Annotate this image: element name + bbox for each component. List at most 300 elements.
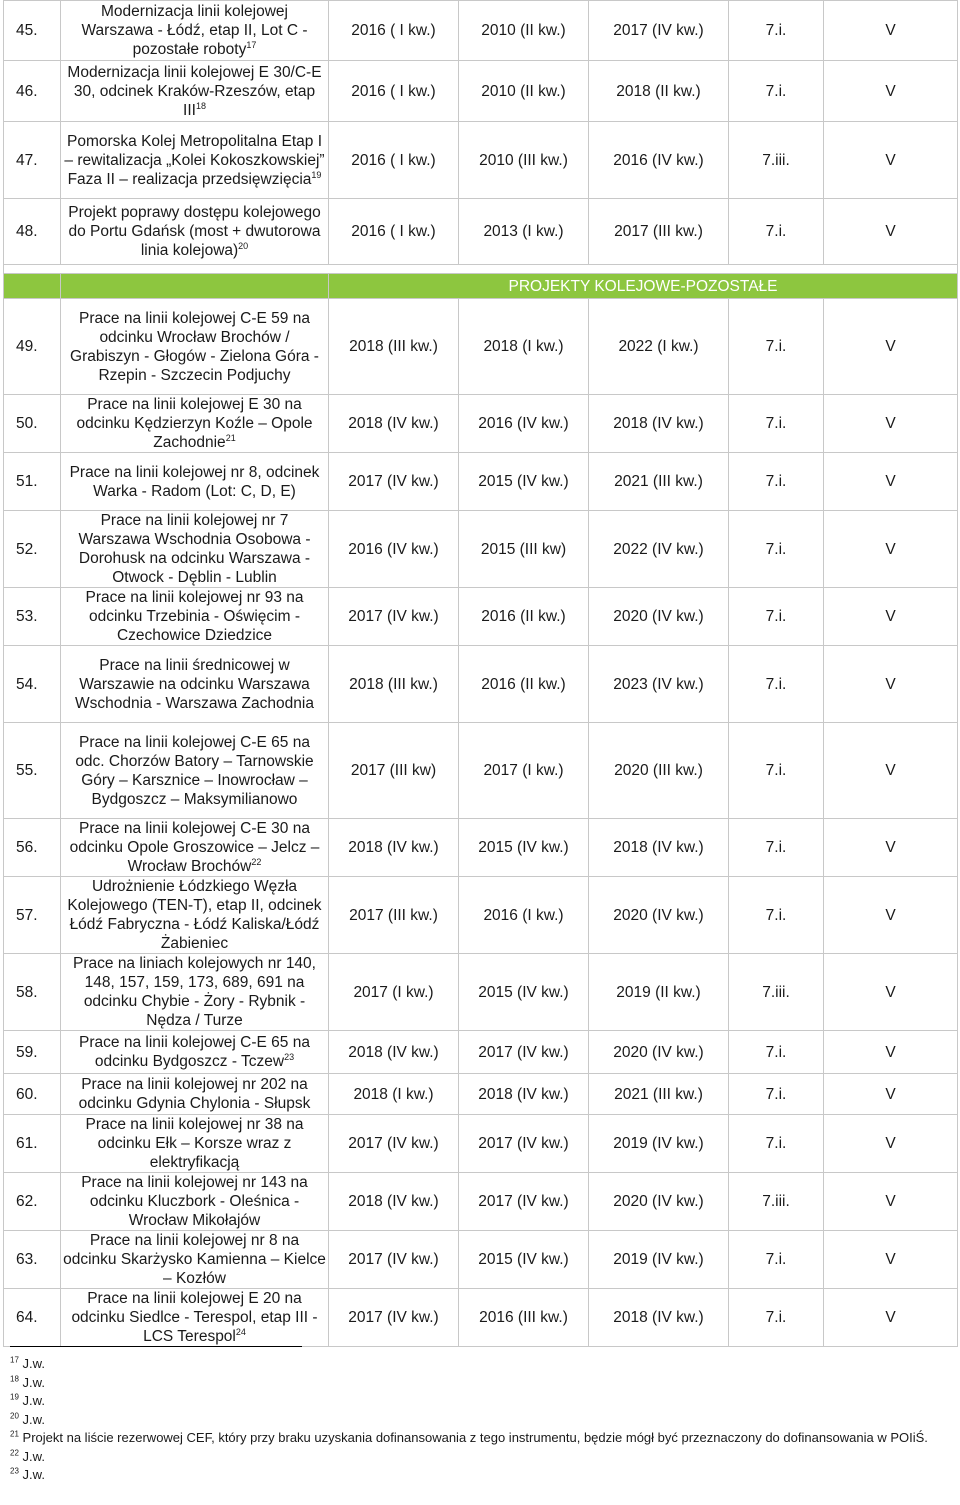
col-2-value-text: 2018 (I kw.) [483, 338, 564, 355]
col-5-value-text: V [885, 983, 896, 1001]
row-number-text: 53. [16, 608, 38, 625]
row-number-text: 52. [16, 540, 38, 558]
col-3-value [589, 819, 729, 877]
col-3-value [589, 588, 729, 646]
footnote-text: J.w. [22, 1374, 45, 1390]
col-1-value-text: 2018 (IV kw.) [348, 839, 439, 856]
col-1-value-text: 2018 (I kw.) [353, 1085, 434, 1103]
section-header-row [4, 274, 958, 299]
col-5-value-text: V [885, 675, 896, 693]
col-4-value [729, 395, 824, 453]
col-4-value [729, 511, 824, 588]
row-number-text: 55. [16, 762, 38, 779]
table-body-bottom [4, 299, 958, 1347]
col-3-value-text: 2021 (III kw.) [614, 473, 703, 490]
col-2-value [459, 1231, 589, 1289]
col-3-value-text: 2018 (IV kw.) [613, 839, 704, 856]
col-4-value [729, 588, 824, 646]
col-5-value [824, 1, 958, 61]
col-2-value [459, 723, 589, 819]
col-4-value-text: 7.i. [765, 22, 787, 39]
col-3-value [589, 61, 729, 122]
table-row [4, 1, 958, 61]
project-name-text: Prace na linii kolejowej E 30 na odcinku Kędzierzyn Koźle – Opole Zachodnie [76, 396, 313, 451]
footnote [10, 1448, 935, 1467]
table-row [4, 954, 958, 1031]
col-3-value [589, 954, 729, 1031]
col-1-value-text: 2017 (IV kw.) [348, 1135, 439, 1152]
col-3-value-text: 2016 (IV kw.) [613, 151, 704, 169]
col-2-value-text: 2010 (II kw.) [481, 22, 566, 39]
project-name [61, 1289, 329, 1347]
col-4-value [729, 954, 824, 1031]
footnote-number: 22 [10, 1448, 19, 1458]
col-5-value-text: V [885, 82, 896, 100]
row-number [4, 877, 61, 954]
row-number-text: 46. [16, 82, 38, 100]
col-3-value-text: 2019 (IV kw.) [613, 1135, 704, 1152]
col-5-value [824, 819, 958, 877]
col-5-value-text: V [885, 906, 896, 924]
col-5-value [824, 646, 958, 723]
footnote [10, 1466, 935, 1485]
col-3-value [589, 1231, 729, 1289]
footnotes [10, 1355, 935, 1485]
col-2-value-text: 2016 (IV kw.) [478, 415, 569, 432]
footnote-text: J.w. [22, 1467, 45, 1482]
col-3-value-text: 2022 (IV kw.) [613, 540, 704, 558]
footnote [10, 1392, 935, 1411]
col-5-value-text: V [885, 1193, 896, 1210]
col-1-value [329, 646, 459, 723]
project-name [61, 1115, 329, 1173]
col-4-value-text: 7.i. [765, 608, 787, 625]
col-4-value [729, 723, 824, 819]
col-2-value [459, 646, 589, 723]
table-row [4, 723, 958, 819]
col-1-value [329, 819, 459, 877]
col-4-value [729, 1074, 824, 1115]
col-3-value [589, 199, 729, 265]
section-header: PROJEKTY KOLEJOWE-POZOSTAŁE [329, 274, 958, 299]
col-4-value [729, 1115, 824, 1173]
col-1-value [329, 1231, 459, 1289]
col-1-value [329, 453, 459, 511]
project-name-text: Modernizacja linii kolejowej Warszawa - Łódź, etap II, Lot C - pozostałe roboty [81, 3, 308, 58]
col-4-value [729, 819, 824, 877]
col-3-value-text: 2018 (IV kw.) [613, 415, 704, 432]
project-name-text: Prace na linii kolejowej nr 202 na odcinku Gdynia Chylonia - Słupsk [78, 1076, 311, 1112]
col-3-value-text: 2020 (IV kw.) [613, 906, 704, 924]
col-1-value-text: 2018 (III kw.) [349, 338, 438, 355]
col-3-value-text: 2023 (IV kw.) [613, 675, 704, 693]
col-3-value-text: 2019 (II kw.) [616, 983, 701, 1001]
col-3-value-text: 2018 (II kw.) [616, 82, 701, 100]
col-2-value [459, 588, 589, 646]
row-number-text: 63. [16, 1251, 38, 1268]
col-3-value [589, 453, 729, 511]
table-row [4, 1074, 958, 1115]
project-name [61, 723, 329, 819]
col-5-value [824, 299, 958, 395]
col-3-value [589, 511, 729, 588]
col-2-value [459, 1173, 589, 1231]
footnote-text: J.w. [22, 1411, 45, 1427]
footnote-number: 17 [10, 1355, 19, 1365]
project-name-text: Prace na linii kolejowej C-E 65 na odcinku Bydgoszcz - Tczew [79, 1034, 310, 1070]
col-2-value [459, 199, 589, 265]
col-3-value [589, 1031, 729, 1074]
col-2-value [459, 511, 589, 588]
col-5-value [824, 1031, 958, 1074]
col-3-value-text: 2020 (IV kw.) [613, 1193, 704, 1210]
project-name-text: Pomorska Kolej Metropolitalna Etap I – rewitalizacja „Kolei Kokoszkowskiej” Faza II – realizacja przedsięwzięcia [64, 132, 325, 188]
col-5-value-text: V [885, 762, 896, 779]
col-5-value [824, 877, 958, 954]
col-4-value [729, 646, 824, 723]
table-row [4, 1031, 958, 1074]
col-4-value-text: 7.iii. [762, 1193, 790, 1210]
col-3-value-text: 2020 (IV kw.) [613, 1043, 704, 1061]
project-name [61, 453, 329, 511]
col-5-value-text: V [885, 1309, 896, 1326]
col-2-value [459, 819, 589, 877]
footnote-number: 23 [10, 1466, 19, 1476]
row-number [4, 588, 61, 646]
col-1-value-text: 2018 (IV kw.) [348, 1043, 439, 1061]
col-5-value-text: V [885, 1135, 896, 1152]
col-5-value [824, 122, 958, 199]
col-4-value [729, 1231, 824, 1289]
col-5-value-text: V [885, 1043, 896, 1061]
row-number [4, 395, 61, 453]
project-name-text: Prace na linii kolejowej nr 8 na odcinku Skarżysko Kamienna – Kielce – Kozłów [63, 1232, 326, 1287]
col-5-value [824, 395, 958, 453]
col-3-value-text: 2020 (III kw.) [614, 762, 703, 779]
col-3-value [589, 1289, 729, 1347]
col-3-value-text: 2019 (IV kw.) [613, 1251, 704, 1268]
project-name-text: Prace na linii kolejowej E 20 na odcinku Siedlce - Terespol, etap III - LCS Terespol [71, 1290, 318, 1345]
footnote-number: 19 [10, 1392, 19, 1402]
col-1-value-text: 2016 ( I kw.) [351, 223, 436, 240]
row-number-text: 61. [16, 1135, 38, 1152]
row-number-text: 62. [16, 1193, 38, 1210]
col-1-value [329, 299, 459, 395]
col-1-value [329, 588, 459, 646]
col-2-value-text: 2015 (IV kw.) [478, 983, 569, 1001]
col-1-value-text: 2017 (III kw.) [349, 906, 438, 924]
row-number-text: 58. [16, 983, 38, 1001]
row-number [4, 299, 61, 395]
col-3-value [589, 1074, 729, 1115]
project-name [61, 588, 329, 646]
col-5-value [824, 588, 958, 646]
col-1-value [329, 877, 459, 954]
footnote-ref: 21 [225, 432, 236, 443]
col-5-value-text: V [885, 22, 896, 39]
project-name-text: Prace na linii średnicowej w Warszawie na odcinku Warszawa Wschodnia - Warszawa Zachodnia [75, 656, 314, 712]
row-number [4, 646, 61, 723]
footnote-ref: 22 [251, 856, 262, 867]
col-5-value [824, 1115, 958, 1173]
col-3-value-text: 2017 (III kw.) [614, 223, 703, 240]
col-1-value [329, 61, 459, 122]
project-name-text: Prace na linii kolejowej nr 38 na odcinku Ełk – Korsze wraz z elektryfikacją [85, 1116, 304, 1171]
col-2-value [459, 453, 589, 511]
table-row [4, 1289, 958, 1347]
col-4-value-text: 7.i. [765, 1043, 787, 1061]
row-number-text: 49. [16, 338, 38, 355]
col-4-value-text: 7.i. [765, 1085, 787, 1103]
col-5-value-text: V [885, 540, 896, 558]
project-name-text: Prace na linii kolejowej nr 7 Warszawa Wschodnia Osobowa - Dorohusk na odcinku Warszawa - Otwock - Dęblin - Lublin [78, 512, 311, 586]
footnote [10, 1411, 935, 1430]
col-5-value-text: V [885, 839, 896, 856]
project-name [61, 395, 329, 453]
col-3-value-text: 2022 (I kw.) [618, 338, 699, 355]
col-4-value [729, 453, 824, 511]
col-5-value-text: V [885, 338, 896, 355]
project-name [61, 1173, 329, 1231]
row-number [4, 199, 61, 265]
col-4-value-text: 7.i. [765, 839, 787, 856]
row-number [4, 1115, 61, 1173]
footnote-ref: 23 [284, 1051, 295, 1062]
col-1-value-text: 2017 (IV kw.) [348, 1309, 439, 1326]
col-2-value-text: 2017 (I kw.) [483, 762, 564, 779]
col-4-value [729, 199, 824, 265]
footnote-ref: 24 [235, 1326, 246, 1337]
col-2-value [459, 1, 589, 61]
col-1-value-text: 2016 ( I kw.) [351, 22, 436, 39]
row-number-text: 45. [16, 22, 38, 39]
table-row [4, 453, 958, 511]
col-1-value-text: 2018 (IV kw.) [348, 1193, 439, 1210]
col-2-value [459, 1074, 589, 1115]
row-number-text: 64. [16, 1309, 38, 1326]
table-row [4, 199, 958, 265]
col-1-value-text: 2017 (IV kw.) [348, 473, 439, 490]
project-name [61, 819, 329, 877]
col-3-value [589, 1173, 729, 1231]
col-4-value-text: 7.iii. [762, 983, 790, 1001]
footnote-ref: 18 [195, 100, 206, 111]
col-1-value [329, 122, 459, 199]
row-number [4, 61, 61, 122]
col-5-value [824, 61, 958, 122]
col-5-value [824, 511, 958, 588]
col-4-value-text: 7.i. [765, 675, 787, 693]
footnote [10, 1355, 935, 1374]
row-number-text: 48. [16, 223, 38, 240]
footnote-number: 20 [10, 1411, 19, 1421]
footnote-ref: 20 [238, 240, 249, 251]
project-name [61, 122, 329, 199]
col-3-value [589, 877, 729, 954]
table-body-top [4, 1, 958, 265]
col-5-value-text: V [885, 473, 896, 490]
footnote-text: J.w. [22, 1356, 45, 1371]
col-2-value-text: 2010 (II kw.) [481, 82, 566, 100]
table-row [4, 299, 958, 395]
table-row [4, 122, 958, 199]
col-4-value [729, 1, 824, 61]
col-3-value [589, 122, 729, 199]
project-name [61, 1074, 329, 1115]
col-3-value [589, 395, 729, 453]
col-3-value-text: 2021 (III kw.) [614, 1085, 703, 1103]
col-2-value-text: 2018 (IV kw.) [478, 1085, 569, 1103]
col-3-value [589, 1, 729, 61]
col-1-value [329, 723, 459, 819]
col-4-value-text: 7.iii. [762, 151, 790, 169]
table-row [4, 395, 958, 453]
table-row [4, 1173, 958, 1231]
col-1-value-text: 2017 (IV kw.) [348, 608, 439, 625]
col-4-value-text: 7.i. [765, 540, 787, 558]
col-4-value-text: 7.i. [765, 1251, 787, 1268]
col-4-value-text: 7.i. [765, 473, 787, 490]
project-name [61, 61, 329, 122]
row-number [4, 1231, 61, 1289]
row-number [4, 122, 61, 199]
footnote [10, 1429, 935, 1448]
col-5-value-text: V [885, 151, 896, 169]
row-number [4, 954, 61, 1031]
table-row [4, 819, 958, 877]
row-number-text: 59. [16, 1043, 38, 1061]
row-number [4, 453, 61, 511]
col-3-value [589, 723, 729, 819]
col-4-value-text: 7.i. [765, 906, 787, 924]
col-1-value [329, 1, 459, 61]
col-5-value [824, 1289, 958, 1347]
col-1-value [329, 511, 459, 588]
col-4-value-text: 7.i. [765, 338, 787, 355]
col-5-value [824, 1074, 958, 1115]
col-3-value-text: 2017 (IV kw.) [613, 22, 704, 39]
footnote-text: Projekt na liście rezerwowej CEF, który przy braku uzyskania dofinansowania z tego instrumentu, będzie mógł być przeznaczony do dofinansowania w POIiŚ. [22, 1430, 928, 1445]
col-2-value-text: 2016 (II kw.) [481, 608, 566, 625]
col-1-value [329, 1074, 459, 1115]
col-3-value-text: 2018 (IV kw.) [613, 1309, 704, 1326]
project-name-text: Prace na linii kolejowej C-E 59 na odcinku Wrocław Brochów / Grabiszyn - Głogów - Zielona Góra - Rzepin - Szczecin Podjuchy [70, 309, 319, 384]
row-number [4, 1, 61, 61]
project-name-text: Udrożnienie Łódzkiego Węzła Kolejowego (TEN-T), etap II, odcinek Łódź Fabryczna - Łódź Kaliska/Łódź Żabieniec [67, 878, 322, 952]
col-5-value [824, 723, 958, 819]
row-number [4, 1074, 61, 1115]
col-4-value [729, 61, 824, 122]
project-name [61, 199, 329, 265]
project-name-text: Modernizacja linii kolejowej E 30/C-E 30, odcinek Kraków-Rzeszów, etap III [67, 63, 322, 119]
col-2-value-text: 2015 (IV kw.) [478, 839, 569, 856]
col-2-value-text: 2015 (IV kw.) [478, 1251, 569, 1268]
col-4-value-text: 7.i. [765, 415, 787, 432]
row-number [4, 1289, 61, 1347]
col-2-value-text: 2017 (IV kw.) [478, 1043, 569, 1061]
col-2-value-text: 2017 (IV kw.) [478, 1193, 569, 1210]
col-1-value-text: 2017 (I kw.) [353, 983, 434, 1001]
col-1-value-text: 2018 (III kw.) [349, 675, 438, 693]
table-row [4, 588, 958, 646]
col-5-value [824, 1231, 958, 1289]
footnote-separator [10, 1346, 302, 1347]
col-2-value [459, 61, 589, 122]
row-number-text: 51. [16, 473, 38, 490]
project-name-text: Prace na linii kolejowej C-E 30 na odcinku Opole Groszowice – Jelcz – Wrocław Brochów [69, 820, 320, 875]
project-name [61, 511, 329, 588]
col-1-value [329, 199, 459, 265]
project-name-text: Prace na liniach kolejowych nr 140, 148, 157, 159, 173, 689, 691 na odcinku Chybie - Żory - Rybnik - Nędza / Turze [73, 955, 316, 1029]
row-number-text: 50. [16, 415, 38, 432]
table-row [4, 877, 958, 954]
col-2-value-text: 2010 (III kw.) [479, 151, 568, 169]
row-number [4, 723, 61, 819]
project-name [61, 299, 329, 395]
col-2-value [459, 299, 589, 395]
col-4-value-text: 7.i. [765, 223, 787, 240]
col-4-value-text: 7.i. [765, 762, 787, 779]
col-5-value [824, 453, 958, 511]
row-number-text: 57. [16, 906, 38, 924]
table-row [4, 511, 958, 588]
col-1-value [329, 1173, 459, 1231]
col-2-value-text: 2017 (IV kw.) [478, 1135, 569, 1152]
col-4-value-text: 7.i. [765, 1309, 787, 1326]
col-2-value [459, 877, 589, 954]
col-1-value-text: 2017 (III kw) [350, 762, 437, 779]
col-5-value-text: V [885, 415, 896, 432]
col-4-value-text: 7.i. [765, 82, 787, 100]
project-name-text: Prace na linii kolejowej nr 93 na odcinku Trzebinia - Oświęcim - Czechowice Dziedzice [85, 589, 304, 644]
project-name-text: Prace na linii kolejowej nr 8, odcinek Warka - Radom (Lot: C, D, E) [69, 463, 320, 500]
col-4-value [729, 122, 824, 199]
col-3-value [589, 646, 729, 723]
row-number [4, 1173, 61, 1231]
projects-table [3, 0, 958, 1347]
col-5-value-text: V [885, 1085, 896, 1103]
project-name [61, 1231, 329, 1289]
project-name [61, 877, 329, 954]
table-row [4, 646, 958, 723]
col-1-value-text: 2016 (IV kw.) [348, 540, 439, 558]
col-5-value-text: V [885, 608, 896, 625]
col-2-value [459, 1031, 589, 1074]
col-3-value [589, 1115, 729, 1173]
col-4-value [729, 877, 824, 954]
col-5-value-text: V [885, 1251, 896, 1268]
col-5-value [824, 1173, 958, 1231]
footnote-number: 21 [10, 1429, 19, 1439]
col-4-value [729, 1173, 824, 1231]
project-name [61, 1031, 329, 1074]
footnote-number: 18 [10, 1374, 19, 1384]
col-2-value-text: 2015 (III kw) [480, 540, 567, 558]
col-1-value [329, 954, 459, 1031]
col-1-value-text: 2017 (IV kw.) [348, 1251, 439, 1268]
col-1-value [329, 395, 459, 453]
col-1-value-text: 2016 ( I kw.) [351, 82, 436, 100]
footnote-text: J.w. [22, 1393, 45, 1408]
col-2-value-text: 2016 (II kw.) [481, 675, 566, 693]
col-4-value [729, 1289, 824, 1347]
col-5-value-text: V [885, 223, 896, 240]
footnote-text: J.w. [22, 1448, 45, 1464]
col-2-value [459, 1115, 589, 1173]
project-name [61, 954, 329, 1031]
col-5-value [824, 954, 958, 1031]
col-1-value [329, 1031, 459, 1074]
